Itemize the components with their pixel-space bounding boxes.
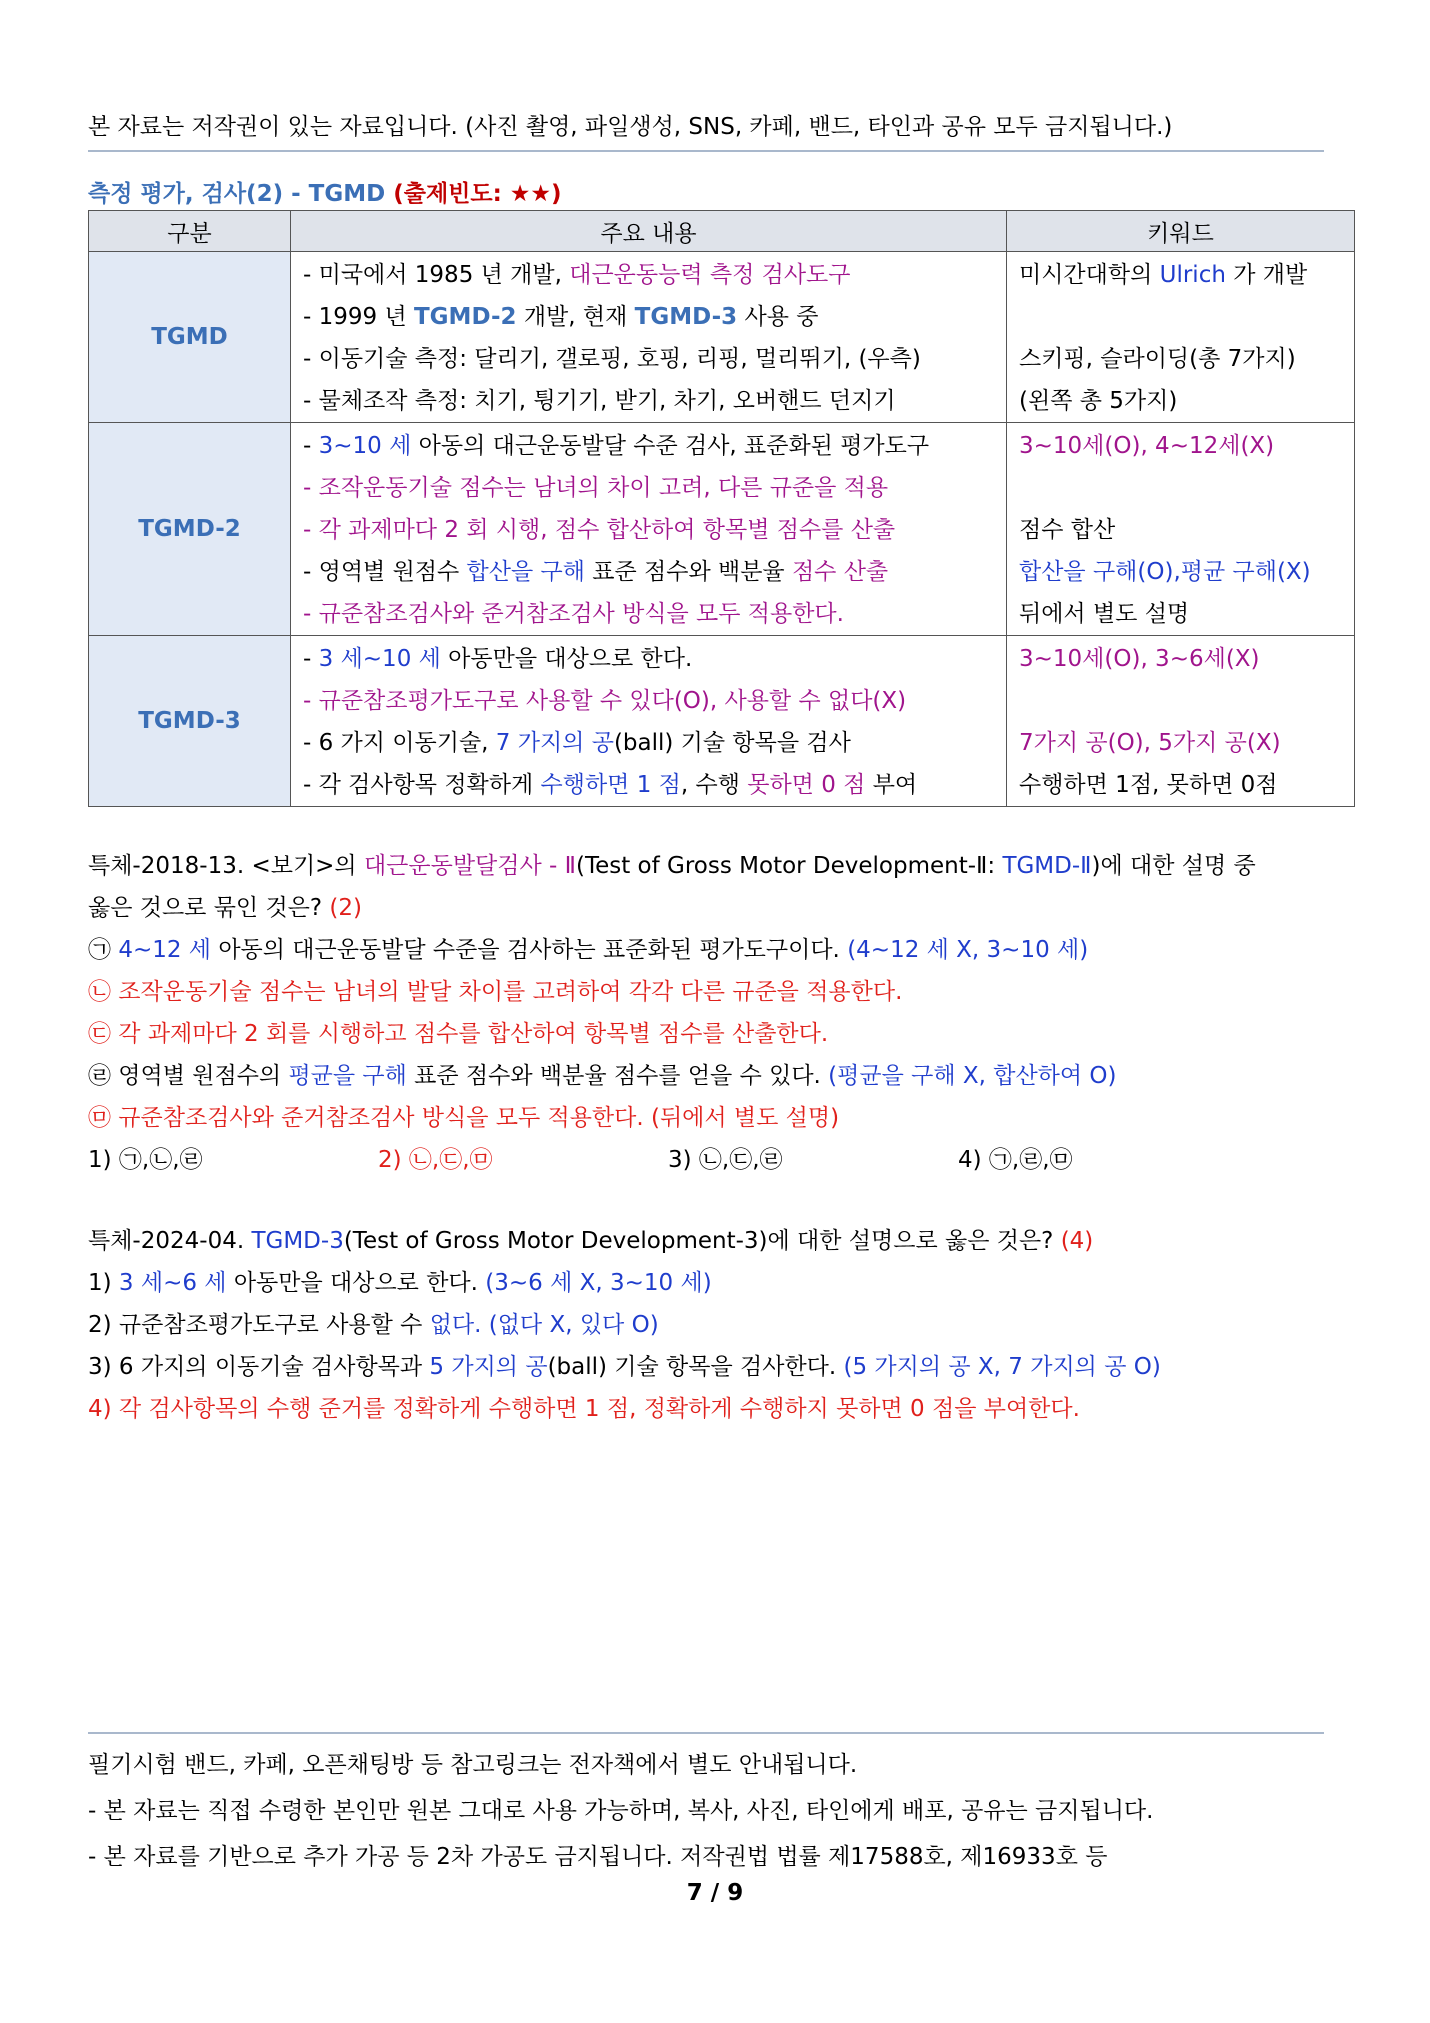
option-3: 3) 6 가지의 이동기술 검사항목과 5 가지의 공(ball) 기술 항목을 검사한다. (5 가지의 공 X, 7 가지의 공 O)	[88, 1354, 1161, 1380]
content-line: - 물체조작 측정: 치기, 튕기기, 받기, 차기, 오버핸드 던지기	[303, 388, 896, 414]
copyright-notice: 본 자료는 저작권이 있는 자료입니다. (사진 촬영, 파일생성, SNS, 카페, 밴드, 타인과 공유 모두 금지됩니다.)	[88, 114, 1173, 140]
statement-d: ㉣ 영역별 원점수의 평균을 구해 표준 점수와 백분율 점수를 얻을 수 있다. (평균을 구해 X, 합산하여 O)	[88, 1063, 1117, 1089]
content-line: - 6 가지 이동기술, 7 가지의 공(ball) 기술 항목을 검사	[303, 730, 851, 756]
row-label-tgmd2: TGMD-2	[89, 423, 291, 636]
tgmd-summary-table	[88, 210, 1355, 807]
keyword-line: 스키핑, 슬라이딩(총 7가지)	[1019, 346, 1296, 372]
keyword-line: 3~10세(O), 4~12세(X)	[1019, 433, 1275, 459]
question-stem-continued: 옳은 것으로 묶인 것은? (2)	[88, 895, 363, 921]
option-2: 2) 규준참조평가도구로 사용할 수 없다. (없다 X, 있다 O)	[88, 1312, 659, 1338]
content-line: - 영역별 원점수 합산을 구해 표준 점수와 백분율 점수 산출	[303, 559, 889, 585]
content-line: - 규준참조평가도구로 사용할 수 있다(O), 사용할 수 없다(X)	[303, 688, 907, 714]
question-2024-04	[88, 1220, 1350, 1430]
option-1: 1) 3 세~6 세 아동만을 대상으로 한다. (3~6 세 X, 3~10 세)	[88, 1270, 712, 1296]
content-line: - 1999 년 TGMD-2 개발, 현재 TGMD-3 사용 중	[303, 304, 819, 330]
keyword-line: 뒤에서 별도 설명	[1019, 601, 1190, 627]
content-cell-tgmd3	[291, 636, 1007, 807]
section-title-main: 측정 평가, 검사(2) - TGMD	[88, 181, 386, 207]
header-category: 구분	[89, 211, 291, 252]
question-2018-13	[88, 845, 1350, 1181]
keyword-cell-tgmd3	[1007, 636, 1355, 807]
choice-4: 4) ㉠,㉣,㉤	[958, 1147, 1073, 1173]
table-row-tgmd2	[89, 423, 1355, 636]
footer-line-3: - 본 자료를 기반으로 추가 가공 등 2차 가공도 금지됩니다. 저작권법 법률 제17588호, 제16933호 등	[88, 1844, 1108, 1870]
content-line: - 3~10 세 아동의 대근운동발달 수준 검사, 표준화된 평가도구	[303, 433, 930, 459]
choice-3: 3) ㉡,㉢,㉣	[668, 1147, 783, 1173]
section-title-frequency: (출제빈도: ★★)	[393, 181, 562, 207]
choice-2: 2) ㉡,㉢,㉤	[378, 1147, 493, 1173]
answer-choices	[88, 1139, 1350, 1181]
footer-line-2: - 본 자료는 직접 수령한 본인만 원본 그대로 사용 가능하며, 복사, 사진, 타인에게 배포, 공유는 금지됩니다.	[88, 1798, 1154, 1824]
content-cell-tgmd2	[291, 423, 1007, 636]
keyword-line: (왼쪽 총 5가지)	[1019, 388, 1178, 414]
statement-b: ㉡ 조작운동기술 점수는 남녀의 발달 차이를 고려하여 각각 다른 규준을 적용한다.	[88, 979, 903, 1005]
keyword-line: 7가지 공(O), 5가지 공(X)	[1019, 730, 1281, 756]
table-header-row	[89, 211, 1355, 252]
footer-divider	[88, 1732, 1324, 1734]
row-label-tgmd3: TGMD-3	[89, 636, 291, 807]
header-divider	[88, 150, 1324, 152]
content-cell-tgmd	[291, 252, 1007, 423]
keyword-line: 미시간대학의 Ulrich 가 개발	[1019, 262, 1308, 288]
footer	[88, 1742, 1350, 1880]
keyword-line: 점수 합산	[1019, 517, 1116, 543]
question-stem: 특체-2018-13. <보기>의 대근운동발달검사 - Ⅱ(Test of Gross Motor Development-Ⅱ: TGMD-Ⅱ)에 대한 설명 중	[88, 853, 1256, 879]
content-line: - 각 과제마다 2 회 시행, 점수 합산하여 항목별 점수를 산출	[303, 517, 896, 543]
section-title	[88, 175, 562, 208]
statement-c: ㉢ 각 과제마다 2 회를 시행하고 점수를 합산하여 항목별 점수를 산출한다.	[88, 1021, 829, 1047]
keyword-cell-tgmd2	[1007, 423, 1355, 636]
content-line: - 각 검사항목 정확하게 수행하면 1 점, 수행 못하면 0 점 부여	[303, 772, 918, 798]
table-row-tgmd	[89, 252, 1355, 423]
content-line: - 이동기술 측정: 달리기, 갤로핑, 호핑, 리핑, 멀리뛰기, (우측)	[303, 346, 921, 372]
keyword-line: 수행하면 1점, 못하면 0점	[1019, 772, 1278, 798]
question-stem: 특체-2024-04. TGMD-3(Test of Gross Motor Development-3)에 대한 설명으로 옳은 것은? (4)	[88, 1228, 1094, 1254]
row-label-tgmd: TGMD	[89, 252, 291, 423]
content-line: - 미국에서 1985 년 개발, 대근운동능력 측정 검사도구	[303, 262, 851, 288]
footer-line-1: 필기시험 밴드, 카페, 오픈채팅방 등 참고링크는 전자책에서 별도 안내됩니다.	[88, 1752, 858, 1778]
statement-a: ㉠ 4~12 세 아동의 대근운동발달 수준을 검사하는 표준화된 평가도구이다. (4~12 세 X, 3~10 세)	[88, 937, 1089, 963]
choice-1: 1) ㉠,㉡,㉣	[88, 1147, 203, 1173]
header-content: 주요 내용	[291, 211, 1007, 252]
keyword-line: 3~10세(O), 3~6세(X)	[1019, 646, 1260, 672]
header-keyword: 키워드	[1007, 211, 1355, 252]
content-line: - 규준참조검사와 준거참조검사 방식을 모두 적용한다.	[303, 601, 844, 627]
content-line: - 조작운동기술 점수는 남녀의 차이 고려, 다른 규준을 적용	[303, 475, 889, 501]
content-line: - 3 세~10 세 아동만을 대상으로 한다.	[303, 646, 693, 672]
option-4: 4) 각 검사항목의 수행 준거를 정확하게 수행하면 1 점, 정확하게 수행하지 못하면 0 점을 부여한다.	[88, 1396, 1080, 1422]
keyword-cell-tgmd	[1007, 252, 1355, 423]
table-row-tgmd3	[89, 636, 1355, 807]
keyword-line: 합산을 구해(O),평균 구해(X)	[1019, 559, 1311, 585]
statement-e: ㉤ 규준참조검사와 준거참조검사 방식을 모두 적용한다. (뒤에서 별도 설명)	[88, 1105, 840, 1131]
page-number: 7 / 9	[686, 1880, 744, 1906]
